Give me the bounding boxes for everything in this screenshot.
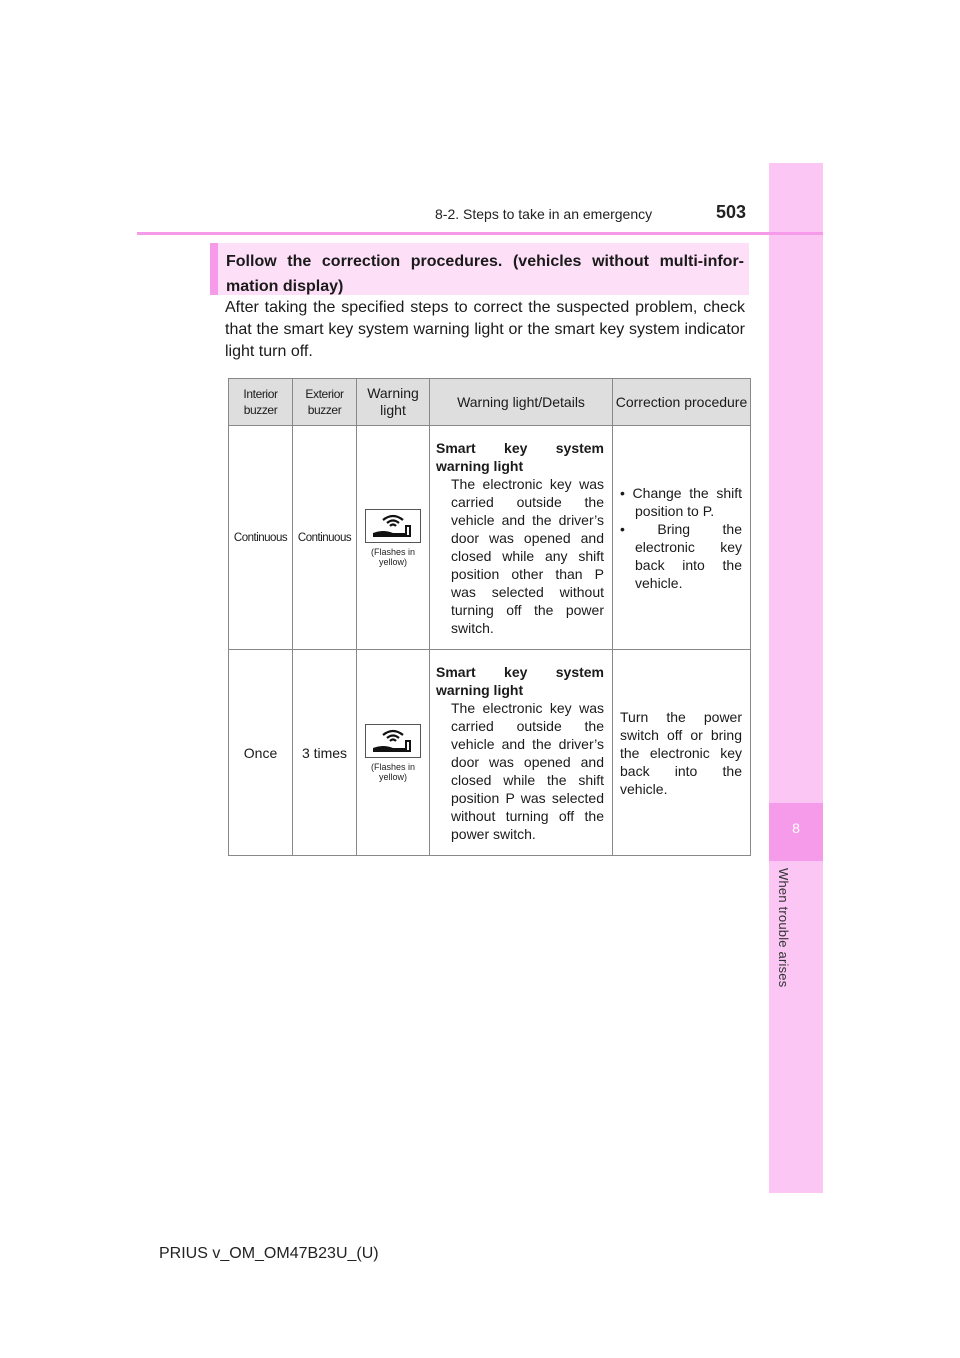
chapter-number: 8 — [792, 820, 800, 836]
exterior-buzzer-cell: 3 times — [293, 650, 357, 856]
warning-light-cell — [357, 650, 430, 856]
detail-body: The electronic key was carried outside the vehicle and the driver’s door was opened and closed while the shift position P was selected without turning off the power switch. — [451, 699, 604, 842]
interior-buzzer-cell: Once — [229, 650, 293, 856]
exterior-buzzer-cell: Continuous — [293, 426, 357, 650]
chapter-side-strip — [769, 163, 823, 1193]
details-cell — [430, 426, 613, 650]
page-number: 503 — [716, 202, 747, 222]
details-cell — [430, 650, 613, 856]
correction-cell — [613, 650, 751, 856]
correction-item: • Bring the electronic key back into the vehicle. — [620, 520, 742, 591]
header-details: Warning light/Details — [430, 379, 613, 426]
detail-title: Smart key system warning light — [436, 663, 604, 698]
procedure-heading: Follow the correction procedures. (vehicles without multi-infor-mation display) — [226, 253, 744, 295]
intro-paragraph: After taking the specified steps to correct the suspected problem, check that the smart key system warning light or the smart key system indicator light turn off. — [225, 299, 745, 360]
correction-cell — [613, 426, 751, 650]
heading-accent-bar — [210, 243, 218, 295]
table-row — [229, 426, 751, 650]
warning-light-cell — [357, 426, 430, 650]
header-correction: Correction procedure — [613, 379, 751, 426]
icon-caption: (Flashes in yellow) — [370, 546, 415, 567]
table-row — [229, 650, 751, 856]
smart-key-warning-icon — [365, 724, 421, 758]
detail-title: Smart key system warning light — [436, 439, 604, 474]
header-warning-light: Warning light — [357, 379, 430, 426]
icon-caption: (Flashes in yellow) — [370, 761, 415, 782]
table-header-row — [229, 379, 751, 426]
warning-table — [228, 378, 751, 856]
correction-item: • Change the shift position to P. — [620, 484, 742, 519]
section-title: 8-2. Steps to take in an emergency — [435, 206, 653, 222]
correction-text: Turn the power switch off or bring the electronic key back into the vehicle. — [620, 708, 742, 797]
correction-list — [620, 484, 742, 592]
header-exterior-buzzer: Exterior buzzer — [293, 379, 357, 426]
interior-buzzer-cell: Continuous — [229, 426, 293, 650]
smart-key-warning-icon — [365, 509, 421, 543]
document-footer: PRIUS v_OM_OM47B23U_(U) — [159, 1245, 379, 1262]
header-rule — [137, 232, 823, 235]
chapter-title: When trouble arises — [776, 868, 791, 988]
detail-body: The electronic key was carried outside the vehicle and the driver’s door was opened and closed while any shift position other than P was selected without turning off the power switch. — [451, 475, 604, 636]
header-interior-buzzer: Interior buzzer — [229, 379, 293, 426]
